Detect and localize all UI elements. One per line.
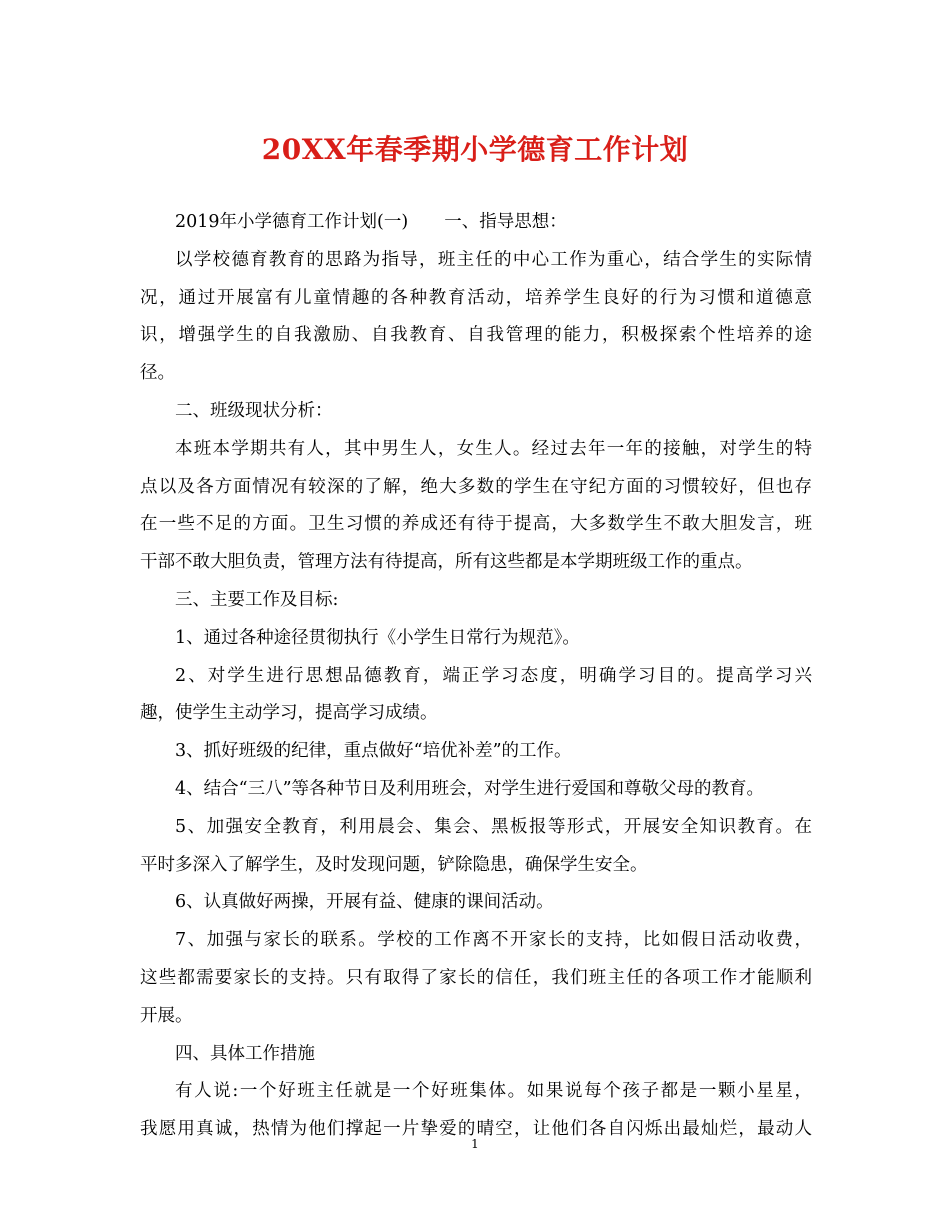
section-heading-3: 三、主要工作及目标: xyxy=(175,589,339,610)
list-item: 7、加强与家长的联系。学校的工作离不开家长的支持，比如假日活动收费， xyxy=(175,930,812,951)
list-item: 1、通过各种途径贯彻执行《小学生日常行为规范》。 xyxy=(175,627,580,648)
list-item: 5、加强安全教育，利用晨会、集会、黑板报等形式，开展安全知识教育。在 xyxy=(175,816,812,837)
paragraph-line: 识，增强学生的自我激励、自我教育、自我管理的能力，积极探索个性培养的途 xyxy=(140,325,812,346)
list-item-continuation: 平时多深入了解学生，及时发现问题，铲除隐患，确保学生安全。 xyxy=(140,854,648,875)
intro-heading: 2019年小学德育工作计划(一) xyxy=(175,212,409,232)
paragraph-line: 本班本学期共有人，其中男生人，女生人。经过去年一年的接触，对学生的特 xyxy=(175,438,812,459)
paragraph-line: 点以及各方面情况有较深的了解，绝大多数的学生在守纪方面的习惯较好，但也存 xyxy=(140,476,812,497)
list-item: 2、对学生进行思想品德教育，端正学习态度，明确学习目的。提高学习兴 xyxy=(175,665,812,686)
section-heading-4: 四、具体工作措施 xyxy=(175,1043,315,1064)
section-heading-2: 二、班级现状分析： xyxy=(175,400,333,421)
intro-line xyxy=(140,204,812,242)
list-item-continuation: 这些都需要家长的支持。只有取得了家长的信任，我们班主任的各项工作才能顺利 xyxy=(140,967,812,988)
list-item: 4、结合“三八”等各种节日及利用班会，对学生进行爱国和尊敬父母的教育。 xyxy=(175,778,765,799)
document-title: 20XX年春季期小学德育工作计划 xyxy=(261,133,689,166)
paragraph-line: 况，通过开展富有儿童情趣的各种教育活动，培养学生良好的行为习惯和道德意 xyxy=(140,287,812,308)
paragraph-line: 以学校德育教育的思路为指导，班主任的中心工作为重心，结合学生的实际情 xyxy=(175,249,812,270)
section-heading-1: 一、指导思想： xyxy=(444,212,567,232)
list-item-continuation: 开展。 xyxy=(140,1005,193,1026)
paragraph-line: 有人说:一个好班主任就是一个好班集体。如果说每个孩子都是一颗小星星， xyxy=(175,1081,812,1102)
page-number: 1 xyxy=(471,1137,479,1151)
paragraph-line: 我愿用真诚，热情为他们撑起一片挚爱的晴空，让他们各自闪烁出最灿烂，最动人 xyxy=(140,1119,812,1140)
document-body xyxy=(140,204,812,1149)
paragraph-line: 径。 xyxy=(140,363,175,384)
paragraph-line: 在一些不足的方面。卫生习惯的养成还有待于提高，大多数学生不敢大胆发言，班 xyxy=(140,514,812,535)
paragraph-line: 干部不敢大胆负责，管理方法有待提高，所有这些都是本学期班级工作的重点。 xyxy=(140,552,753,573)
list-item: 3、抓好班级的纪律，重点做好“培优补差”的工作。 xyxy=(175,741,572,762)
list-item-continuation: 趣，使学生主动学习，提高学习成绩。 xyxy=(140,703,438,724)
list-item: 6、认真做好两操，开展有益、健康的课间活动。 xyxy=(175,892,554,913)
